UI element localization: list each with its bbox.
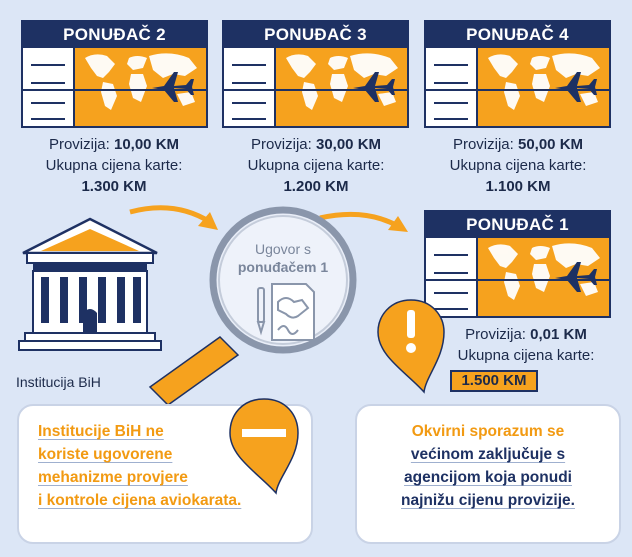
cijena-value: 1.100 KM	[485, 178, 551, 195]
offer-info-3: Provizija: 30,00 KM Ukupna cijena karte: 1.200 KM	[247, 136, 385, 195]
institution-label: Institucija BiH	[16, 374, 101, 390]
provizija-value: 30,00 KM	[315, 136, 382, 153]
offer-info-4: Provizija: 50,00 KM Ukupna cijena karte: 1.100 KM	[449, 136, 587, 195]
offer-info-2: Provizija: 10,00 KM Ukupna cijena karte: 1.300 KM	[45, 136, 183, 195]
ticket-header: PONUĐAČ 3	[224, 22, 407, 48]
cijena-highlight: 1.500 KM	[450, 370, 538, 392]
contract-label: Ugovor s ponuđačem 1	[237, 241, 329, 275]
ticket-header: PONUĐAČ 1	[426, 212, 609, 238]
provizija-value: 50,00 KM	[517, 136, 584, 153]
provizija-value: 10,00 KM	[113, 136, 180, 153]
ticket-header: PONUĐAČ 2	[23, 22, 206, 48]
contract-document-icon	[254, 280, 324, 344]
provizija-value: 0,01 KM	[530, 326, 587, 343]
cijena-value: 1.200 KM	[283, 178, 349, 195]
card-right-text: Okvirni sporazum se većinom zaključuje s agencijom koja ponudi najnižu cijenu provizije.	[401, 423, 575, 509]
card-left-text: Institucije BiH ne koriste ugovorene mehanizme provjere i kontrole cijena aviokarata.	[38, 423, 242, 509]
ticket-header: PONUĐAČ 4	[426, 22, 609, 48]
warning-pin-icon	[376, 296, 446, 396]
offer-info-1: Provizija: 0,01 KM Ukupna cijena karte:	[457, 326, 595, 364]
cijena-value: 1.300 KM	[81, 178, 147, 195]
